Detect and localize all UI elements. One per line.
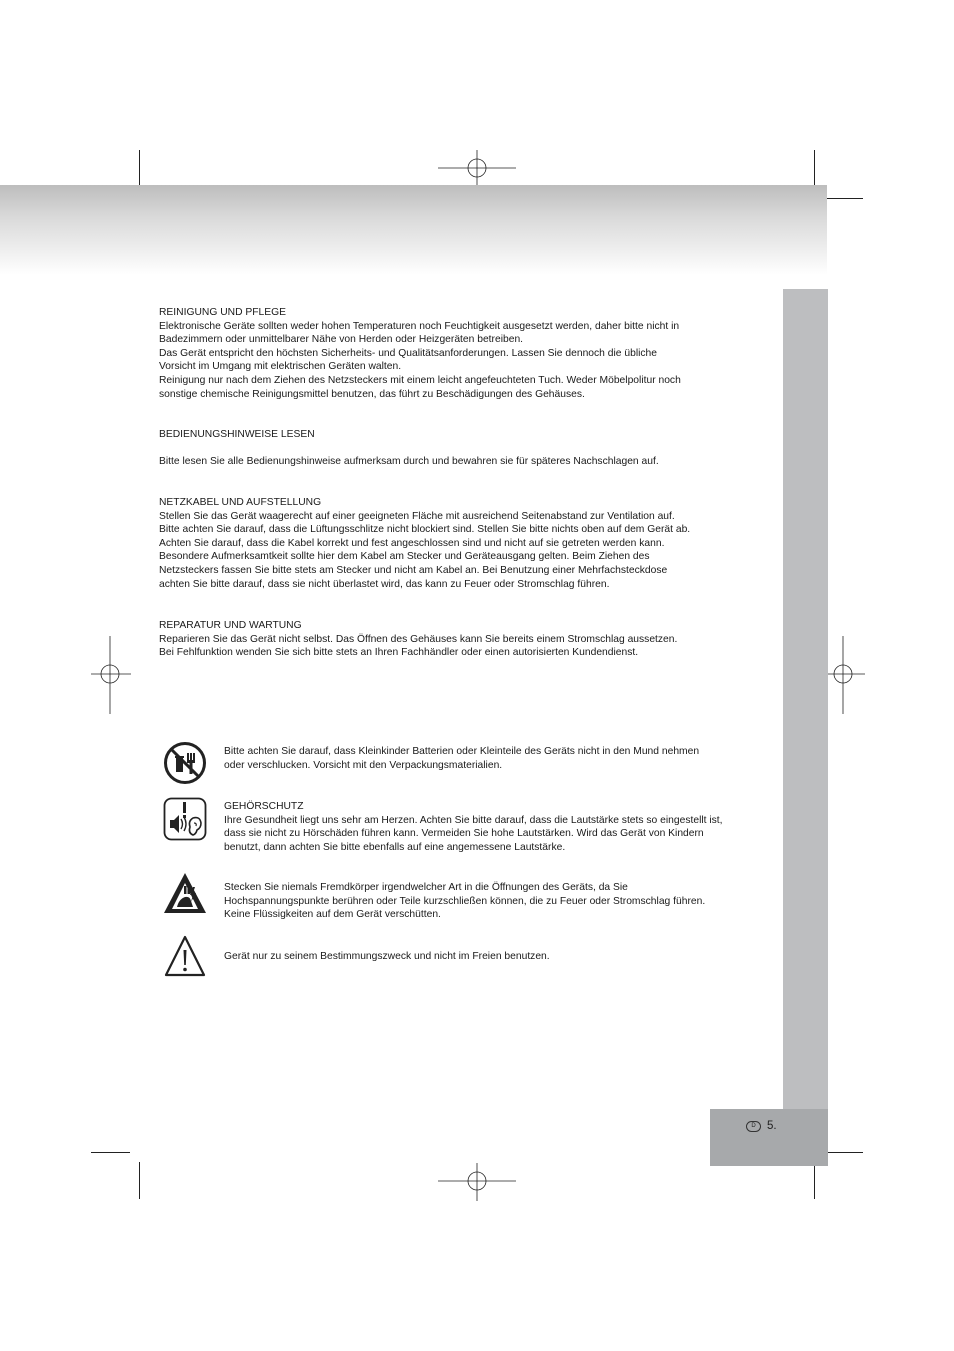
warning-electric-shock — [224, 881, 774, 922]
text-line: dass sie nicht zu Hörschäden führen kann. Vermeiden Sie hohe Lautstärken. Wird das Gerät von Kindern — [224, 828, 704, 840]
text-line: Bitte achten Sie darauf, dass Kleinkinder Batterien oder Kleinteile des Geräts nicht in den Mund nehmen — [224, 746, 700, 757]
section-cleaning — [159, 306, 779, 401]
warning-intended-use — [224, 950, 774, 964]
side-bar — [783, 289, 828, 1109]
crop-mark — [814, 150, 815, 187]
text-line: Stellen Sie das Gerät waagerecht auf einer geeigneten Fläche mit ausreichend Seitenabstand zur Ventilation auf. — [159, 510, 675, 522]
text-line: oder verschlucken. Vorsicht mit den Verpackungsmaterialien. — [224, 759, 503, 771]
section-read-instructions — [159, 428, 779, 469]
caution-triangle-icon — [163, 934, 207, 978]
text-line: Stecken Sie niemals Fremdkörper irgendwelcher Art in die Öffnungen des Geräts, da Sie — [224, 882, 628, 893]
text-line: Bitte lesen Sie alle Bedienungshinweise aufmerksam durch und bewahren sie für späteres Nachschlagen auf. — [159, 456, 659, 468]
registration-mark — [825, 636, 865, 714]
text-line: Reinigung nur nach dem Ziehen des Netzsteckers mit einem leicht angefeuchteten Tuch. Weder Möbelpolitur noch — [159, 374, 681, 386]
text-line: Hochspannungspunkte berühren oder Teile kurzschließen können, die zu Feuer oder Stromschlag führen. — [224, 895, 706, 907]
text-line: Netzsteckers fassen Sie bitte stets am Stecker und nicht am Kabel an. Bei Benutzung einer Mehrfachsteckdose — [159, 564, 668, 576]
language-badge: D — [746, 1121, 761, 1132]
warning-hearing-protection — [224, 800, 774, 854]
crop-mark — [814, 1162, 815, 1199]
warning-no-swallow — [224, 745, 774, 772]
text-line: Vorsicht im Umgang mit elektrischen Geräten walten. — [159, 361, 402, 373]
page-number — [746, 1120, 777, 1132]
section-repair — [159, 619, 779, 660]
text-line: achten Sie bitte darauf, dass sie nicht überlastet wird, das kann zu Feuer oder Stromschlag führen. — [159, 578, 610, 590]
page-number-tab — [710, 1109, 828, 1166]
text-line: Bei Fehlfunktion wenden Sie sich bitte stets an Ihren Fachhändler oder einen autorisierten Kundendienst. — [159, 647, 639, 659]
section-heading: REPARATUR UND WARTUNG — [159, 620, 302, 631]
header-gradient-band — [0, 185, 827, 275]
text-line: Achten Sie darauf, dass die Kabel korrekt und fest angeschlossen sind und nicht auf sie getreten werden kann. — [159, 537, 665, 549]
section-heading: NETZKABEL UND AUFSTELLUNG — [159, 497, 322, 508]
text-line: Besondere Aufmerksamtkeit sollte hier dem Kabel am Stecker und Geräteausgang gelten. Beim Ziehen des — [159, 551, 650, 563]
text-line: Ihre Gesundheit liegt uns sehr am Herzen. Achten Sie bitte darauf, dass die Lautstärke stets so eingestellt ist, — [224, 814, 723, 826]
crop-mark — [824, 1152, 863, 1153]
text-line: sonstige chemische Reinigungsmittel benutzen, das führt zu Beschädigungen des Gehäuses. — [159, 388, 585, 400]
text-line: Gerät nur zu seinem Bestimmungszweck und nicht im Freien benutzen. — [224, 951, 550, 962]
page-number-text: 5. — [767, 1120, 777, 1132]
crop-mark — [139, 1162, 140, 1199]
text-line: benutzt, dann achten Sie bitte ebenfalls auf eine angemessene Lautstärke. — [224, 841, 566, 853]
registration-mark — [91, 636, 131, 714]
section-heading: BEDIENUNGSHINWEISE LESEN — [159, 429, 315, 440]
hearing-protection-icon — [163, 797, 207, 841]
text-line: Elektronische Geräte sollten weder hohen Temperaturen noch Feuchtigkeit ausgesetzt werden, daher bitte nicht in — [159, 320, 680, 332]
section-power-cord — [159, 496, 779, 591]
electric-shock-icon — [163, 871, 207, 915]
registration-mark — [438, 150, 516, 188]
text-line: Keine Flüssigkeiten auf dem Gerät verschütten. — [224, 909, 441, 921]
crop-mark — [139, 150, 140, 187]
text-line: Das Gerät entspricht den höchsten Sicherheits- und Qualitätsanforderungen. Lassen Sie dennoch die übliche — [159, 347, 657, 359]
text-line: Badezimmern oder unmittelbarer Nähe von Herden oder Heizgeräten betreiben. — [159, 334, 524, 346]
text-line: Bitte achten Sie darauf, dass die Lüftungsschlitze nicht blockiert sind. Stellen Sie bitte nichts oben auf dem Gerät ab. — [159, 524, 691, 536]
warning-heading: GEHÖRSCHUTZ — [224, 801, 304, 812]
crop-mark — [824, 198, 863, 199]
no-swallow-icon — [163, 741, 207, 785]
crop-mark — [91, 1152, 130, 1153]
section-heading: REINIGUNG UND PFLEGE — [159, 307, 287, 318]
registration-mark — [438, 1163, 516, 1201]
text-line: Reparieren Sie das Gerät nicht selbst. Das Öffnen des Gehäuses kann Sie bereits einem Stromschlag aussetzen. — [159, 633, 678, 645]
